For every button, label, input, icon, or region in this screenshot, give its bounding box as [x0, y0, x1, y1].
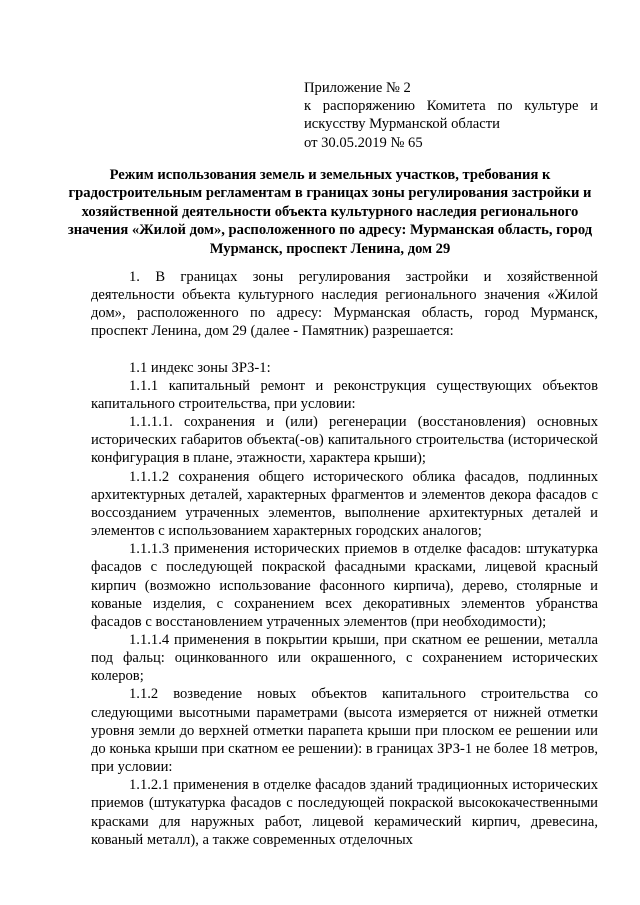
paragraph-gap — [91, 341, 598, 359]
paragraph-1-1-1-3: 1.1.1.3 применения исторических приемов в отделке фасадов: штукатурка фасадов с последующей покраской фасадными красками, лицевой красный кирпич (возможно использование фасонного кирпича), дерево, столярные и кованые изделия, с сохранением всех декоративных элементов убранства фасадов с восстановлением утраченных элементов (при необходимости); — [91, 541, 598, 630]
appendix-order-line: к распоряжению Комитета по культуре и — [304, 98, 598, 115]
paragraph-1-1-1-2: 1.1.1.2 сохранения общего исторического облика фасадов, подлинных архитектурных деталей, характерных фрагментов и элементов декора фасадов с воссозданием утраченных элементов, выполнение архитектурных деталей и элементов с использованием характерных городских аналогов; — [91, 468, 598, 540]
appendix-number: Приложение № 2 — [304, 80, 411, 96]
paragraph-1-1-1-1: 1.1.1.1. сохранения и (или) регенерации (восстановления) основных исторических габаритов объекта(-ов) капитального строительства (исторической конфигурация в плане, этажности, характера крыши); — [91, 414, 598, 467]
paragraph-1-1: 1.1 индекс зоны ЗРЗ-1: — [129, 359, 271, 376]
paragraph-1-1-2-1: 1.1.2.1 применения в отделке фасадов зданий традиционных исторических приемов (штукатурка фасадов с последующей покраской высококачественными красками для наружных работ, лицевой керамический кирпич, древесина, кованый металл), а также современных отделочных — [91, 777, 598, 848]
paragraph-1: 1. В границах зоны регулирования застройки и хозяйственной деятельности объекта культурного наследия регионального значения «Жилой дом», расположенного по адресу: Мурманская область, город Мурманск, проспект Ленина, дом 29 (далее - Памятник) разрешается: — [91, 269, 598, 340]
document-body — [91, 268, 598, 849]
appendix-date: от 30.05.2019 № 65 — [304, 134, 423, 151]
paragraph-1-1-2: 1.1.2 возведение новых объектов капитального строительства со следующими высотными параметрами (высота измеряется от нижней отметки уровня земли до верхней отметки парапета крыши при плоском ее решении или до конька крыши при скатном ее решении): в границах ЗРЗ-1 не более 18 метров, при условии: — [91, 686, 598, 776]
appendix-header — [304, 79, 598, 152]
paragraph-1-1-1-4: 1.1.1.4 применения в покрытии крыши, при скатном ее решении, металла под фальц: оцинкованного или окрашенного, с сохранением исторических колеров; — [91, 631, 598, 685]
appendix-committee-line: искусству Мурманской области — [304, 116, 500, 133]
paragraph-1-1-1: 1.1.1 капитальный ремонт и реконструкция существующих объектов капитального строительства, при условии: — [91, 377, 598, 412]
document-title: Режим использования земель и земельных участков, требования к градостроительным регламентам в границах зоны регулирования застройки и хозяйственной деятельности объекта культурного наследия регионального значения «Жилой дом», расположенного по адресу: Мурманская область, город Мурманск, проспект Ленина, дом 29 — [67, 167, 593, 257]
